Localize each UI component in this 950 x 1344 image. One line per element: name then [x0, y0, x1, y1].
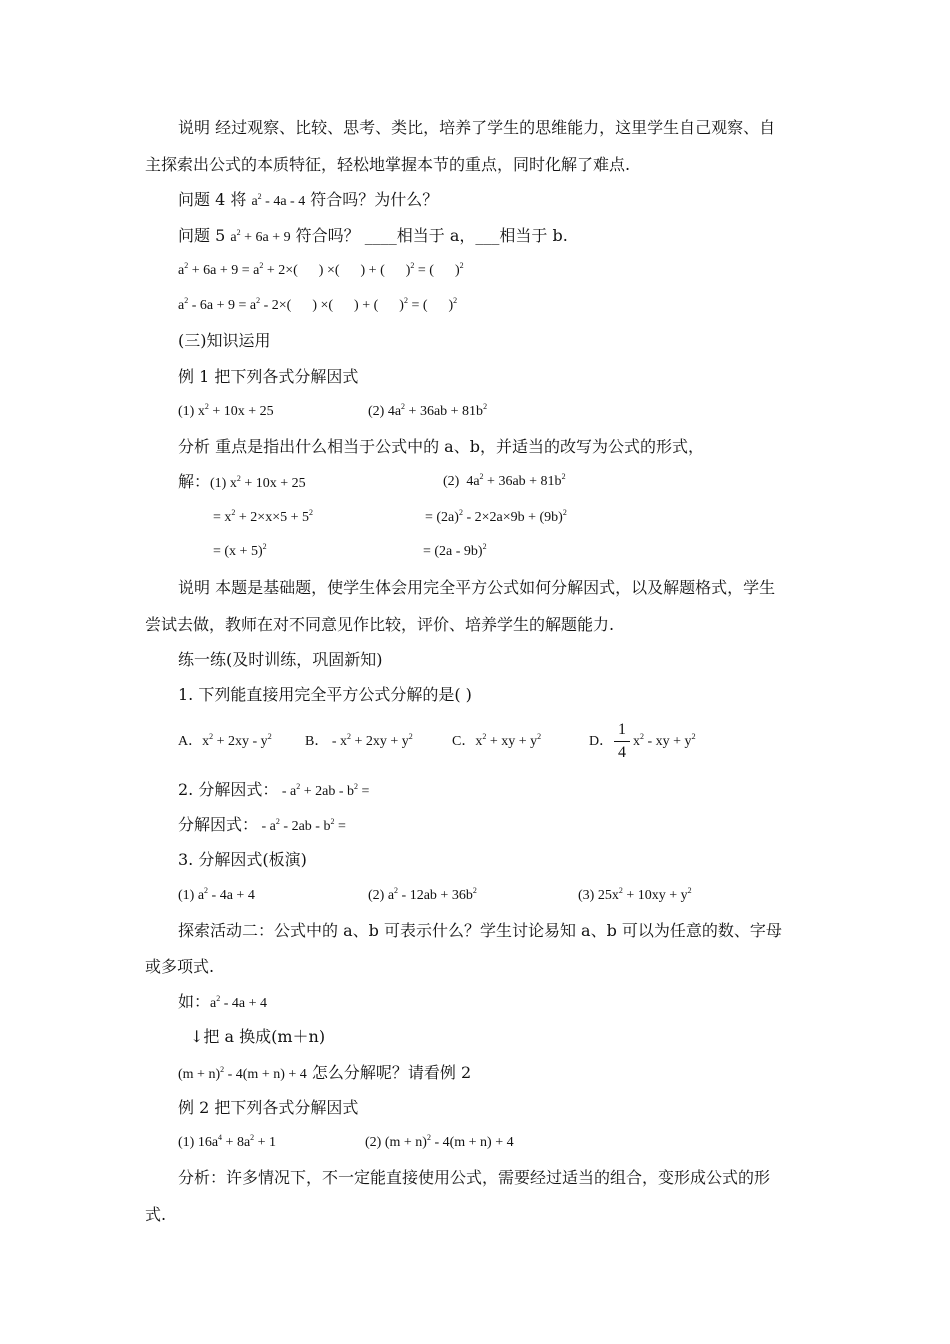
solution-2-line-2: = $(2a)^2 - 2\times 2a\times 9b + (9b)^2$ [425, 508, 567, 525]
formula-line-minus: $a^2 - 6a + 9 = a^2 - 2\times$( ) ×( ) + ( )$^2$ = ( )$^2$ [178, 296, 458, 313]
choice-d-expression: $x^2$ - xy + $y^2$ [633, 732, 696, 749]
example-expression: 如：$a^2 - 4a + 4$ [178, 992, 268, 1011]
question-4: 问题 4 将 $a^2 - 4a - 4$ 符合吗？为什么？ [178, 190, 439, 209]
note-paragraph-line-2: 主探索出公式的本质特征，轻松地掌握本节的重点，同时化解了难点. [145, 155, 631, 174]
question-5: 问题 5 $a^2 + 6a + 9$ 符合吗？ ____相当于 a，___相当于 b. [178, 226, 568, 245]
practice-question-3: 3. 分解因式(板演) [178, 850, 307, 869]
explore-line-1: 探索活动二：公式中的 a、b 可表示什么？学生讨论易知 a、b 可以为任意的数、字母 [178, 921, 782, 940]
choice-d-fraction: 1 4 [614, 720, 630, 763]
choice-c: C．$x^2$ + xy + $y^2$ [452, 732, 542, 749]
solution-2-line-1: (2) $4a^2 + 36ab + 81b^2$ [443, 472, 566, 489]
solution-label: 解：(1) $x^2 + 10x + 25$ [178, 472, 306, 491]
substituted-expression: $(m + n)^2 - 4(m + n) + 4$ 怎么分解呢？请看例 2 [178, 1063, 472, 1082]
example-2-item-1: (1) $16a^4 + 8a^2 + 1$ [178, 1133, 277, 1150]
example-1-title: 例 1 把下列各式分解因式 [178, 367, 359, 386]
analysis-2-line-1: 分析：许多情况下，不一定能直接使用公式，需要经过适当的组合，变形成公式的形 [178, 1168, 771, 1187]
solution-2-line-3: = (2a - 9b)$^2$ [423, 542, 487, 559]
example-2-title: 例 2 把下列各式分解因式 [178, 1098, 359, 1117]
analysis-2-line-2: 式. [145, 1205, 167, 1224]
practice-3-item-2: (2) $a^2 - 12ab + 36b^2$ [368, 886, 477, 903]
practice-heading: 练一练(及时训练，巩固新知) [178, 650, 383, 669]
choice-d-label: D． [589, 734, 614, 749]
example-2-item-2: (2) $(m + n)^2 - 4(m + n) + 4$ [365, 1133, 514, 1150]
section-heading: (三)知识运用 [178, 331, 271, 350]
practice-3-item-3: (3) $25x^2 + 10xy + y^2$ [578, 886, 692, 903]
note-paragraph-line-1: 说明 经过观察、比较、思考、类比，培养了学生的思维能力，这里学生自己观察、自 [178, 118, 776, 137]
example-1-item-2: (2) $4a^2 + 36ab + 81b^2$ [368, 402, 488, 419]
practice-question-2: 2. 分解因式： - $a^2 + 2ab - b^2$ = [178, 780, 370, 799]
note-2-line-2: 尝试去做，教师在对不同意见作比较，评价、培养学生的解题能力. [145, 615, 615, 634]
formula-line-plus: $a^2 + 6a + 9 = a^2 + 2\times$( ) ×( ) + ( )$^2$ = ( )$^2$ [178, 261, 464, 278]
practice-3-item-1: (1) $a^2 - 4a + 4$ [178, 886, 255, 903]
analysis-1: 分析 重点是指出什么相当于公式中的 a、b，并适当的改写为公式的形式， [178, 437, 704, 456]
example-1-item-1: (1) $x^2 + 10x + 25$ [178, 402, 274, 419]
solution-1-line-3: = $(x + 5)^2$ [213, 542, 267, 559]
choice-b: B． - $x^2 + 2xy + y^2$ [305, 732, 413, 749]
choice-a: A．$x^2 + 2xy - y^2$ [178, 732, 272, 749]
solution-1-line-2: = $x^2 + 2\times x\times 5 + 5^2$ [213, 508, 313, 525]
practice-question-1: 1. 下列能直接用完全平方公式分解的是( ) [178, 685, 472, 704]
replace-note: ↓把 a 换成(m＋n) [190, 1027, 326, 1046]
explore-line-2: 或多项式. [145, 957, 215, 976]
note-2-line-1: 说明 本题是基础题，使学生体会用完全平方公式如何分解因式，以及解题格式，学生 [178, 578, 776, 597]
practice-question-2b: 分解因式： - $a^2 - 2ab - b^2$ = [178, 815, 346, 834]
